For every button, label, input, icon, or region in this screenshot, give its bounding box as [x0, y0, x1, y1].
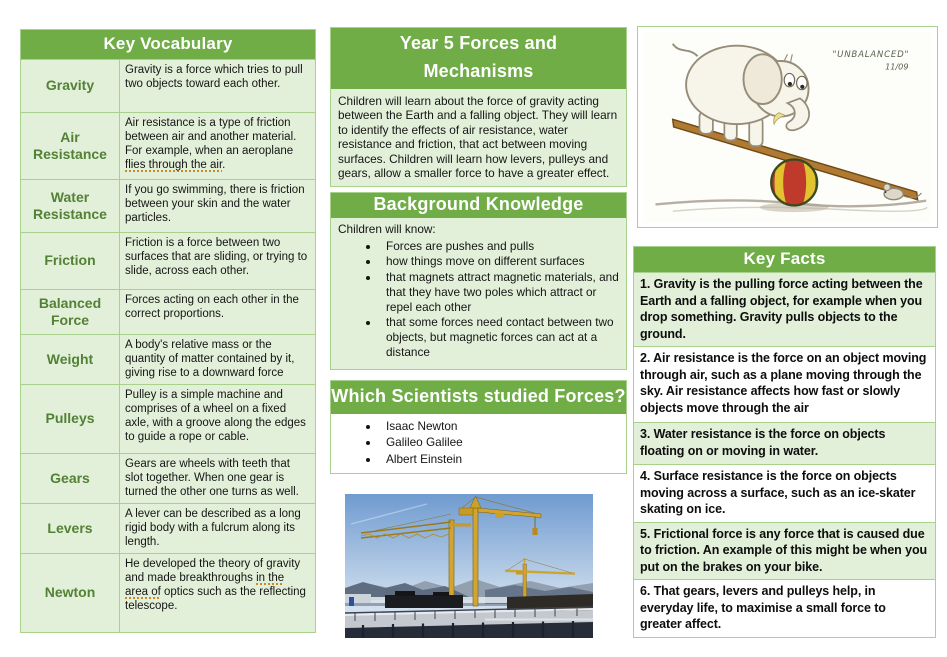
background-knowledge-card — [330, 192, 627, 370]
vocab-definition: If you go swimming, there is friction between your skin and the water particles. — [119, 180, 315, 232]
vocab-row-newton — [21, 553, 315, 632]
vocab-definition: He developed the theory of gravity and made breakthroughs in the area of optics such as the reflecting telescope. — [119, 554, 315, 632]
scientists-title: Which Scientists studied Forces? — [331, 381, 626, 414]
scientist-item: • Isaac Newton — [380, 419, 619, 434]
overview-title: Year 5 Forces and Mechanisms — [331, 28, 626, 89]
vocab-term: Gears — [50, 469, 90, 486]
vocab-definition: Forces acting on each other in the correct proportions. — [119, 290, 315, 334]
key-fact-1: 1. Gravity is the pulling force acting between the Earth and a falling object, for example when you drop something. Gravity pulls objects to the ground. — [634, 272, 935, 346]
bullet-item: • that some forces need contact between two objects, but magnetic forces can act at a distance — [380, 315, 619, 359]
crane-photo-illustration — [345, 494, 593, 638]
construction-cranes-photo — [345, 494, 593, 638]
key-fact-4: 4. Surface resistance is the force on objects moving across a surface, such as an ice-skater skating on ice. — [634, 464, 935, 522]
elephant-seesaw-illustration — [644, 31, 931, 223]
cartoon-date: 11/09 — [885, 61, 909, 72]
cartoon-caption: "UNBALANCED" — [832, 50, 910, 61]
vocab-row-friction — [21, 232, 315, 289]
vocab-term: Levers — [47, 519, 93, 536]
vocab-term: Water Resistance — [33, 188, 107, 222]
vocab-term: Balanced Force — [38, 294, 102, 328]
bullet-item: • that magnets attract magnetic materials, and that they have two poles which attract or repel each other — [380, 270, 619, 314]
scientist-item: • Galileo Galilee — [380, 435, 619, 450]
spellcheck-underline: in the area of — [125, 572, 285, 599]
overview-body: Children will learn about the force of gravity acting between the Earth and a falling object. They will learn to identify the effects of air resistance, water resistance and friction, that act between moving surfaces. Children will learn how levers, pulleys and gears, allow a smaller force to have a greater effect. — [331, 89, 626, 186]
vocab-term: Weight — [46, 350, 94, 367]
key-facts-card — [633, 246, 936, 638]
scientists-body — [331, 414, 626, 473]
spellcheck-underline: flies through the air — [125, 159, 223, 172]
scientists-list — [338, 419, 619, 467]
key-fact-3: 3. Water resistance is the force on objects floating on or moving in water. — [634, 422, 935, 464]
background-intro: Children will know: — [338, 222, 436, 236]
key-fact-6: 6. That gears, levers and pulleys help, in everyday life, to maximise a small force to greater affect. — [634, 579, 935, 637]
vocab-row-pulleys — [21, 384, 315, 453]
vocab-term: Gravity — [45, 77, 95, 94]
scientist-item: • Albert Einstein — [380, 452, 619, 467]
vocab-row-weight — [21, 334, 315, 384]
vocab-definition: A body's relative mass or the quantity of matter contained by it, giving rise to a downward force — [119, 335, 315, 384]
bullet-item: • how things move on different surfaces — [380, 254, 619, 269]
overview-card — [330, 27, 627, 187]
key-fact-2: 2. Air resistance is the force on an object moving through air, such as a plane moving through the sky. Air resistance affects how fast or slowly objects move through the air — [634, 346, 935, 422]
key-facts-title: Key Facts — [634, 247, 935, 272]
vocab-term: Newton — [44, 584, 96, 601]
vocab-row-balanced-force — [21, 289, 315, 334]
key-vocabulary-title: Key Vocabulary — [21, 30, 315, 59]
vocab-definition: Gears are wheels with teeth that slot together. When one gear is turned the other one turns as well. — [119, 454, 315, 503]
scientists-card — [330, 380, 627, 474]
bullet-item: • Forces are pushes and pulls — [380, 239, 619, 254]
vocab-row-gears — [21, 453, 315, 503]
vocab-definition: A lever can be described as a long rigid body with a fulcrum along its length. — [119, 504, 315, 553]
background-knowledge-body — [331, 218, 626, 369]
vocab-row-water-resistance — [21, 179, 315, 232]
vocab-term: Air Resistance — [33, 128, 107, 162]
unbalanced-elephant-cartoon — [637, 26, 938, 228]
key-vocabulary-table — [20, 29, 316, 633]
vocab-definition: Air resistance is a type of friction between air and another material. For example, when an aeroplane flies through the air. — [119, 113, 315, 179]
vocab-definition: Gravity is a force which tries to pull two objects toward each other. — [119, 60, 315, 112]
key-fact-5: 5. Frictional force is any force that is caused due to friction. An example of this might be when you put on the brakes on your bike. — [634, 522, 935, 580]
vocab-definition: Pulley is a simple machine and comprises of a wheel on a fixed axle, with a groove along the edges to guide a rope or cable. — [119, 385, 315, 453]
vocab-term: Pulleys — [45, 410, 95, 427]
background-bullet-list — [338, 239, 619, 360]
background-knowledge-title: Background Knowledge — [331, 193, 626, 218]
vocab-term: Friction — [44, 252, 96, 269]
vocab-row-gravity — [21, 59, 315, 112]
vocab-definition: Friction is a force between two surfaces that are sliding, or trying to slide, across each other. — [119, 233, 315, 289]
vocab-row-levers — [21, 503, 315, 553]
vocab-row-air-resistance — [21, 112, 315, 179]
